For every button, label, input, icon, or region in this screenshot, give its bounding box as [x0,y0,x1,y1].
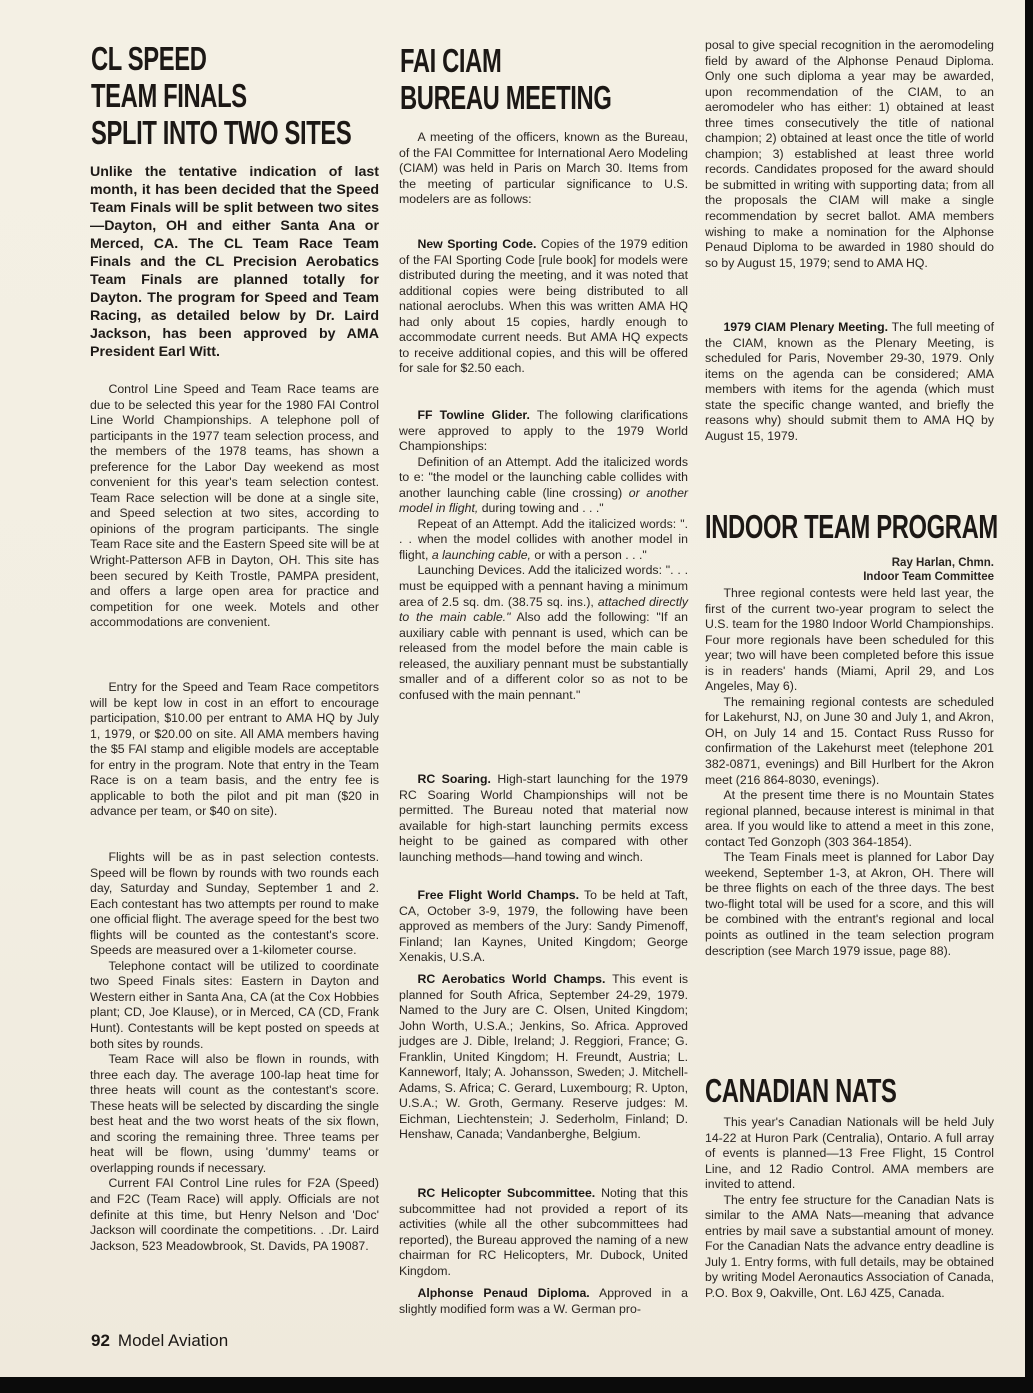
paragraph [399,772,688,865]
paragraph [705,788,994,850]
headline-line: CL SPEED [91,40,207,77]
paragraph [705,695,994,788]
article-body-group [399,1186,688,1279]
article-headline-canadian-nats [705,1072,897,1109]
article-body-group [90,680,379,820]
article-body-group [399,408,688,703]
paragraph [90,850,379,959]
body-text: Launching Devices. Add the italicized words: ". . . must be equipped with a pennant having a minimum area of 2.5 sq. dm. (38.75 sq. ins.), [399,563,688,609]
article-body-group [399,1286,688,1317]
paragraph [399,517,688,564]
body-text: The remaining regional contests are scheduled for Lakehurst, NJ, on June 30 and July 1, and Akron, OH, on July 14 and 15. Contact Russ Russo for confirmation of the Lakehurst meet (telephone 201 382-0871, evenings) and Bill Hurlbert for the Akron meet (216 864-8030, evenings). [705,694,994,787]
article-body-group [399,972,688,1143]
body-text: Flights will be as in past selection contests. Speed will be flown by rounds with two rounds each day, Saturday and Sunday, September 1 and 2. Each contestant has two attempts per round to make one official flight. The average speed for the best two flights will be counted as the contestant's score. Speeds are measured over a 1-kilometer course. [90,850,379,958]
body-text: At the present time there is no Mountain States regional planned, because interest is minimal in that area. If you would like to attend a meet in this zone, contact Ted Gonzoph (303 364-1854). [705,788,994,849]
run-in-heading: Free Flight World Champs. [417,888,580,902]
body-text: This year's Canadian Nationals will be held July 14-22 at Huron Park (Centralia), Ontario. A full array of events is planned—13 Free Flight, 15 Control Line, and 12 Radio Control. AMA members are invited to attend. [705,1115,994,1192]
paragraph [399,455,688,517]
paragraph [705,1115,994,1193]
run-in-heading: FF Towline Glider. [417,408,530,422]
body-text: A meeting of the officers, known as the Bureau, of the FAI Committee for International Aero Modeling (CIAM) was held in Paris on March 30. Items from the meeting of particular significance to U.S. modelers are as follows: [399,130,688,207]
paragraph [90,959,379,1052]
body-text: Approved in a slightly modified form was a W. German pro- [399,1286,688,1316]
body-text: The entry fee structure for the Canadian Nats is similar to the AMA Nats—meaning that advance entries by mail save a substantial amount of money. For the Canadian Nats the advance entry deadline is July 1. Entry forms, with full details, may be obtained by writing Model Aeronautics Association of Canada, P.O. Box 9, Oakville, Ont. L6J 4Z5, Canada. [705,1192,994,1301]
article-body-group [705,586,994,959]
body-text: The following clarifications were approved to apply to the 1979 World Championships: [399,408,688,454]
body-text: during towing and . . ." [478,501,604,516]
paragraph [705,320,994,444]
article-body-group [705,1115,994,1302]
paragraph [705,1193,994,1302]
magazine-name: Model Aviation [117,1331,229,1350]
body-text: or with a person . . ." [530,547,647,562]
paragraph [399,563,688,703]
article-body-group [399,888,688,966]
page-footer [91,1331,228,1351]
article-body-group [399,772,688,865]
paragraph [399,237,688,377]
paragraph [90,1176,379,1254]
headline-line: TEAM FINALS [91,77,247,114]
body-text: Control Line Speed and Team Race teams are due to be selected this year for the 1980 FAI Control Line World Championships. A telephone poll of participants in the 1977 team selection process, and the members of the 1978 teams, has shown a preference for the Labor Day weekend as most convenient for this year's team selection contest. Team Race selection will be done at a single site, and Speed selection at two sites, according to opinions of the program participants. The single Team Race site and the Eastern Speed site will be at Wright-Patterson AFB in Dayton, OH. This site has been secured by Keith Trostle, PAMPA president, and offers a large open area for practice and competition for one week. Motels and other accommodations are convenient. [90,382,379,630]
body-text: High-start launching for the 1979 RC Soaring World Championships will not be permitted. The Bureau noted that material now available for high-start launching permits excess height to be gained as compared with other launching methods—hand towing and winch. [399,772,688,864]
body-text: Current FAI Control Line rules for F2A (Speed) and F2C (Team Race) will apply. Officials are not definite at this time, but Henry Nelson and 'Doc' Jackson will coordinate the competitions. . .Dr. Laird Jackson, 523 Meadowbrook, St. Davids, PA 19087. [90,1176,379,1253]
article-body-group [705,38,994,271]
article-body-group [705,320,994,444]
run-in-heading: RC Soaring. [417,772,491,786]
article-headline-indoor [705,508,998,545]
italic-text: a launching cable, [431,547,531,562]
paragraph [399,130,688,208]
body-text: This event is planned for South Africa, September 24-29, 1979. Named to the Jury are C. Olsen, United Kingdom; John Worth, U.S.A.; Jenkins, So. Africa. Approved judges are J. Dible, Ireland; J. Reggiori, France; G. Franklin, United Kingdom; H. Freundt, Austria; L. Kanneworf, Italy; A. Johansson, Sweden; J. Mitchell-Adams, S. Africa; C. Gerard, Luxembourg; R. Upton, U.S.A.; W. Groth, Germany. Reserve judges: M. Eichman, Liechtenstein; J. Sederholm, Finland; D. Henshaw, Canada; Vandanberghe, Belgium. [399,972,688,1142]
article-body-group [399,237,688,377]
paragraph [705,850,994,959]
body-text: Three regional contests were held last year, the first of the current two-year program to select the U.S. team for the 1980 Indoor World Championships. Four more regionals have been scheduled for this year; two will have been completed before this issue is in readers' hands (Miami, April 29, and Los Angeles, May 6). [705,586,994,694]
article-lead-paragraph: Unlike the tentative indication of last month, it has been decided that the Speed Team Finals will be split between two sites—Dayton, OH and either Santa Ana or Merced, CA. The CL Team Race Team Finals and the CL Precision Aerobatics Team Finals are planned totally for Dayton. The program for Speed and Team Racing, as detailed below by Dr. Laird Jackson, has been approved by AMA President Earl Witt. [90,164,379,360]
body-text: Noting that this subcommittee had not provided a report of its activities (while all the other subcommittees had reported), the Bureau approved the naming of a new chairman for RC Helicopters, Mr. Dubock, United Kingdom. [399,1186,688,1278]
paragraph [399,888,688,966]
run-in-heading: New Sporting Code. [417,237,537,251]
body-text: Also add the following: "If an auxiliary cable with pennant is used, which can be released from the model before the main cable is released, the auxiliary pennant must be substantially smaller and of a different color so as not to be confused with the main pennant." [399,610,688,702]
article-body-group [90,850,379,1254]
article-headline-cl-speed [91,40,351,151]
headline-line: CANADIAN NATS [705,1072,897,1109]
paragraph [90,382,379,631]
run-in-heading: RC Aerobatics World Champs. [417,972,606,986]
body-text: To be held at Taft, CA, October 3-9, 1979, the following have been approved as members of the Jury: Sandy Pimenoff, Finland; Ian Kaynes, United Kingdom; George Xenakis, U.S.A. [399,888,689,965]
paragraph [90,1052,379,1176]
headline-line: FAI CIAM [400,42,502,79]
byline [705,556,994,584]
paragraph [399,972,688,1143]
article-body-group [90,382,379,631]
body-text: Telephone contact will be utilized to coordinate two Speed Finals sites: Eastern in Dayton and Western either in Santa Ana, CA (at the Cox Hobbies plant; CD, Joe Klause), or in Merced, CA (CD, Frank Hunt). Contestants will be kept posted on speeds at both sites by rounds. [90,958,379,1051]
headline-line: INDOOR TEAM PROGRAM [705,508,998,545]
byline-name: Ray Harlan, Chmn. [891,557,994,569]
paragraph [399,1286,688,1317]
italic-text: attached directly to the main cable." [399,594,688,625]
page-number: 92 [91,1331,110,1350]
headline-line: BUREAU MEETING [400,79,612,116]
headline-line: SPLIT INTO TWO SITES [91,114,352,151]
body-text: Copies of the 1979 edition of the FAI Sporting Code [rule book] for models were distributed during the meeting, and it was noted that additional copies were being distributed to all national aeroclubs. When this was written AMA HQ had only about 15 copies, hardly enough to accommodate current needs. But AMA HQ expects to receive additional copies, and this will be offered for sale for $2.50 each. [399,237,688,376]
run-in-heading: 1979 CIAM Plenary Meeting. [723,320,888,334]
paragraph [90,680,379,820]
paragraph [705,38,994,271]
body-text: Repeat of an Attempt. Add the italicized words: ". . . when the model collides with another model in flight, [399,516,688,562]
body-text: Team Race will also be flown in rounds, with three each day. The average 100-lap heat time for three heats will count as the contestant's score. These heats will be selected by discarding the single best heat and the two worst heats of the six flown, and scoring the remaining three. Three teams per heat will be flown, using 'dummy' teams or overlapping rounds if necessary. [90,1052,379,1175]
body-text: posal to give special recognition in the aeromodeling field by award of the Alphonse Penaud Diploma. Only one such diploma a year may be awarded, upon recommendation of the CIAM, to an aeromodeler who has either: 1) obtained at least three times consecutively the title of national champion; 2) obtained at least once the title of world champion; 3) established at least three world records. Candidates proposed for the award should be submitted in writing with supporting data; from all the proposals the CIAM will make a single recommendation by secret ballot. AMA members wishing to make a nomination for the Alphonse Penaud Diploma to be awarded in 1980 should do so by August 15, 1979; send to AMA HQ. [705,38,994,270]
run-in-heading: RC Helicopter Subcommittee. [417,1186,596,1200]
paragraph [705,586,994,695]
paragraph [399,1186,688,1279]
article-body-group [399,130,688,208]
body-text: The Team Finals meet is planned for Labor Day weekend, September 1-3, at Akron, OH. There will be three flights on each of the three days. The best two-flight total will be used for a score, and this will be combined with the entrant's regional and local points as outlined in the team selection program description (see March 1979 issue, page 88). [705,850,994,958]
body-text: The full meeting of the CIAM, known as the Plenary Meeting, is scheduled for Paris, November 29-30, 1979. Only items on the agenda can be considered; AMA members with items for the agenda (which must state the specific change wanted, and briefly the reasons why) should submit them to AMA HQ by August 15, 1979. [705,320,994,443]
paragraph [399,408,688,455]
run-in-heading: Alphonse Penaud Diploma. [417,1286,590,1300]
body-text: Definition of an Attempt. Add the italicized words to e: "the model or the launching cable collides with another launching cable (line crossing) [399,454,688,500]
article-headline-fai-ciam [400,42,611,116]
byline-committee: Indoor Team Committee [863,571,994,583]
italic-text: or another model in flight, [399,485,689,516]
body-text: Entry for the Speed and Team Race competitors will be kept low in cost in an effort to encourage participation, $10.00 per entrant to AMA HQ by July 1, 1979, or $20.00 on site. All AMA members having the $5 FAI stamp and eligible models are acceptable for entry in the program. Note that entry in the Team Race is on a team basis, and the entry fee is applicable to both the pilot and pit man ($20 in advance per team, or $40 on site). [90,680,379,819]
